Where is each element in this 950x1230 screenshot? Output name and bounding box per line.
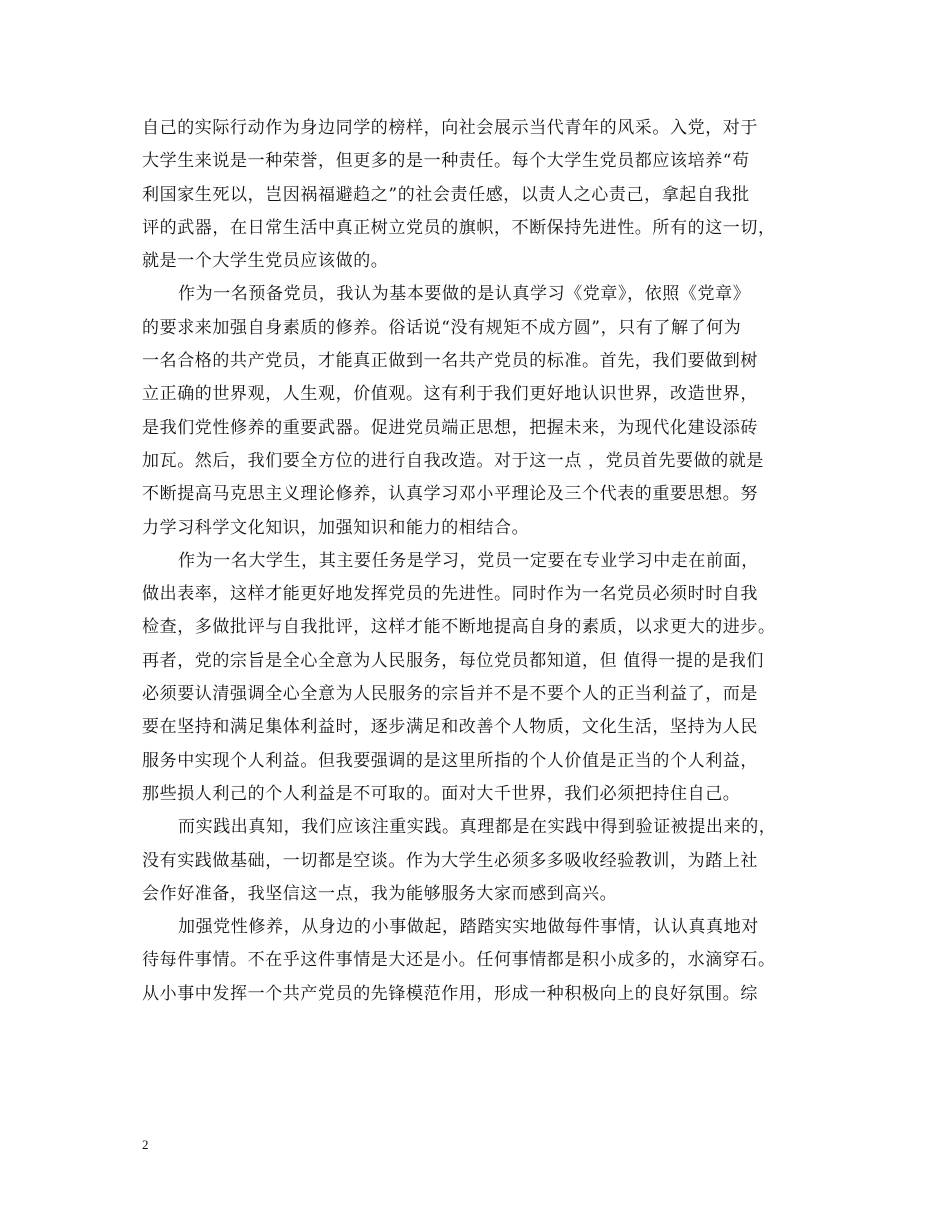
text-line: 不断提高马克思主义理论修养，认真学习邓小平理论及三个代表的重要思想。努 [142,484,758,505]
text-line: 立正确的世界观，人生观，价值观。这有利于我们更好地认识世界，改造世界， [142,384,758,405]
text-line: 是我们党性修养的重要武器。促进党员端正思想，把握未来，为现代化建设添砖 [142,417,758,438]
text-line: 没有实践做基础，一切都是空谈。作为大学生必须多多吸收经验教训，为踏上社 [142,850,758,871]
text-line: 就是一个大学生党员应该做的。 [142,251,389,272]
text-line: 力学习科学文化知识，加强知识和能力的相结合。 [142,517,530,538]
text-line: 一名合格的共产党员，才能真正做到一名共产党员的标准。首先，我们要做到树 [142,351,758,372]
text-line: 作为一名预备党员，我认为基本要做的是认真学习《党章》，依照《党章》 [178,284,751,305]
text-line: 评的武器，在日常生活中真正树立党员的旗帜，不断保持先进性。所有的这一切， [142,217,776,238]
text-line: 要在坚持和满足集体利益时，逐步满足和改善个人物质，文化生活，坚持为人民 [142,717,758,738]
text-line: 利国家生死以，岂因祸福避趋之”的社会责任感，以责人之心责己，拿起自我批 [142,184,750,205]
page-number: 2 [142,1137,149,1152]
paragraph-1 [142,112,822,278]
text-line: 加强党性修养，从身边的小事做起，踏踏实实地做每件事情，认认真真地对 [178,917,759,938]
text-line: 自己的实际行动作为身边同学的榜样，向社会展示当代青年的风采。入党，对于 [142,118,758,138]
text-line: 从小事中发挥一个共产党员的先锋模范作用，形成一种积极向上的良好氛围。综 [142,983,758,1004]
text-line: 大学生来说是一种荣誉，但更多的是一种责任。每个大学生党员都应该培养“苟 [142,151,750,172]
text-line: 的要求来加强自身素质的修养。俗话说“没有规矩不成方圆”，只有了解了何为 [142,317,742,338]
paragraph-3 [142,545,822,811]
text-line: 服务中实现个人利益。但我要强调的是这里所指的个人价值是正当的个人利益， [142,750,758,771]
paragraph-5 [142,911,822,1011]
text-line: 检查，多做批评与自我批评，这样才能不断地提高自身的素质，以求更大的进步。 [142,617,776,638]
text-line: 那些损人利己的个人利益是不可取的。面对大千世界，我们必须把持住自己。 [142,783,741,804]
text-line: 待每件事情。不在乎这件事情是大还是小。任何事情都是积小成多的，水滴穿石。 [142,950,776,971]
text-line: 必须要认清强调全心全意为人民服务的宗旨并不是不要个人的正当利益了，而是 [142,684,758,705]
text-line: 做出表率，这样才能更好地发挥党员的先进性。同时作为一名党员必须时时自我 [142,584,758,605]
paragraph-2 [142,278,822,544]
text-line: 而实践出真知，我们应该注重实践。真理都是在实践中得到验证被提出来的， [178,817,777,838]
text-line: 加瓦。然后，我们要全方位的进行自我改造。对于这一点 ，党员首先要做的就是 [142,450,765,471]
text-line: 再者，党的宗旨是全心全意为人民服务，每位党员都知道，但 值得一提的是我们 [142,650,765,671]
document-body [142,112,822,1011]
text-line: 会作好准备，我坚信这一点，我为能够服务大家而感到高兴。 [142,883,618,904]
text-line: 作为一名大学生，其主要任务是学习，党员一定要在专业学习中走在前面， [178,550,759,571]
paragraph-4 [142,811,822,911]
